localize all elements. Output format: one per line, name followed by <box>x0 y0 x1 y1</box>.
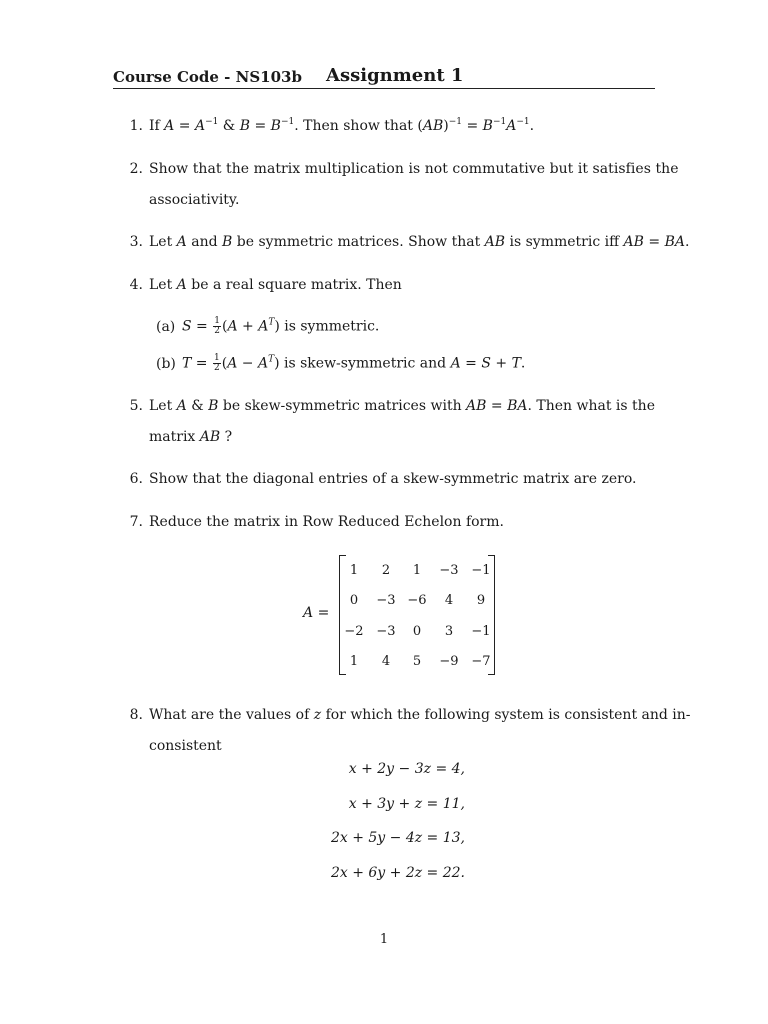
subpart-b-text: T = $\frac{1}{2}$ $(A - A^T)$ is skew-symmetric and A = S + T. <box>182 353 526 373</box>
question-8-line-1: What are the values of z for which the following system is consistent and in- <box>149 707 691 723</box>
matrix-cell: −3 <box>376 593 396 608</box>
q5-end: Then what is the <box>536 398 655 414</box>
question-1-text: If $A = A^{-1}$ & $B = B^{-1}$. Then show that $(AB)^{-1} = B^{-1}A^{-1}$. <box>149 117 535 134</box>
question-number: 5. <box>129 398 143 414</box>
course-code: Course Code - NS103b <box>113 68 302 86</box>
matrix-cell: 0 <box>412 624 422 639</box>
question-number: 3. <box>129 234 143 250</box>
matrix-cell: 0 <box>349 593 359 608</box>
q8-prefix: What are the values of <box>149 707 310 723</box>
question-7-text: Reduce the matrix in Row Reduced Echelon form. <box>149 514 504 530</box>
page-number: 1 <box>379 932 389 947</box>
equation-3: 2x + 5y − 4z = 13, <box>330 830 465 846</box>
question-6-text: Show that the diagonal entries of a skew-symmetric matrix are zero. <box>149 471 637 487</box>
matrix-cell: −6 <box>407 593 427 608</box>
matrix-cell: 4 <box>381 654 391 669</box>
matrix-cell: 3 <box>444 624 454 639</box>
equation-2: x + 3y + z = 11, <box>348 796 465 812</box>
equation-4: 2x + 6y + 2z = 22. <box>330 865 465 881</box>
subpart-b-label: (b) <box>156 356 176 372</box>
question-8-line-2: consistent <box>149 738 222 754</box>
question-number: 8. <box>129 707 143 723</box>
assignment-title: Assignment 1 <box>326 65 464 86</box>
question-number: 1. <box>129 118 143 134</box>
page-header <box>113 64 655 89</box>
matrix-cell: −3 <box>439 563 459 578</box>
question-2-line-1: Show that the matrix multiplication is not commutative but it satisfies the <box>149 161 679 177</box>
subpart-a-text: S = $\frac{1}{2}$ $(A + A^T)$ is symmetric. <box>182 316 380 336</box>
question-5-line-1: Let A & B be skew-symmetric matrices with AB = BA. Then what is the <box>149 398 655 414</box>
matrix-cell: 2 <box>381 563 391 578</box>
matrix-cell: −7 <box>471 654 491 669</box>
q5-line2-prefix: matrix <box>149 429 196 445</box>
question-number: 2. <box>129 161 143 177</box>
matrix-label: A = <box>303 605 330 621</box>
q5-line2-suffix: ? <box>224 429 233 445</box>
matrix-cell: 1 <box>412 563 422 578</box>
question-number: 7. <box>129 514 143 530</box>
q8-suffix: for which the following system is consistent and in- <box>325 707 691 723</box>
question-number: 4. <box>129 277 143 293</box>
question-4-text: Let A be a real square matrix. Then <box>149 277 402 293</box>
matrix-cell: 9 <box>476 593 486 608</box>
equation-1: x + 2y − 3z = 4, <box>348 761 465 777</box>
matrix-cell: −1 <box>471 563 491 578</box>
matrix-cell: −9 <box>439 654 459 669</box>
matrix-cell: −3 <box>376 624 396 639</box>
matrix-cell: 1 <box>349 654 359 669</box>
matrix-cell: 5 <box>412 654 422 669</box>
matrix-cell: −1 <box>471 624 491 639</box>
matrix-cell: −2 <box>344 624 364 639</box>
question-number: 6. <box>129 471 143 487</box>
matrix-cell: 1 <box>349 563 359 578</box>
question-5-line-2: matrix AB ? <box>149 429 233 445</box>
matrix-cell: 4 <box>444 593 454 608</box>
q5-prefix: Let <box>149 398 173 414</box>
question-2-line-2: associativity. <box>149 192 240 208</box>
subpart-a-label: (a) <box>156 319 176 335</box>
q5-mid: be skew-symmetric matrices with <box>222 398 462 414</box>
question-3-text: Let A and B be symmetric matrices. Show that AB is symmetric iff AB = BA. <box>149 234 690 250</box>
